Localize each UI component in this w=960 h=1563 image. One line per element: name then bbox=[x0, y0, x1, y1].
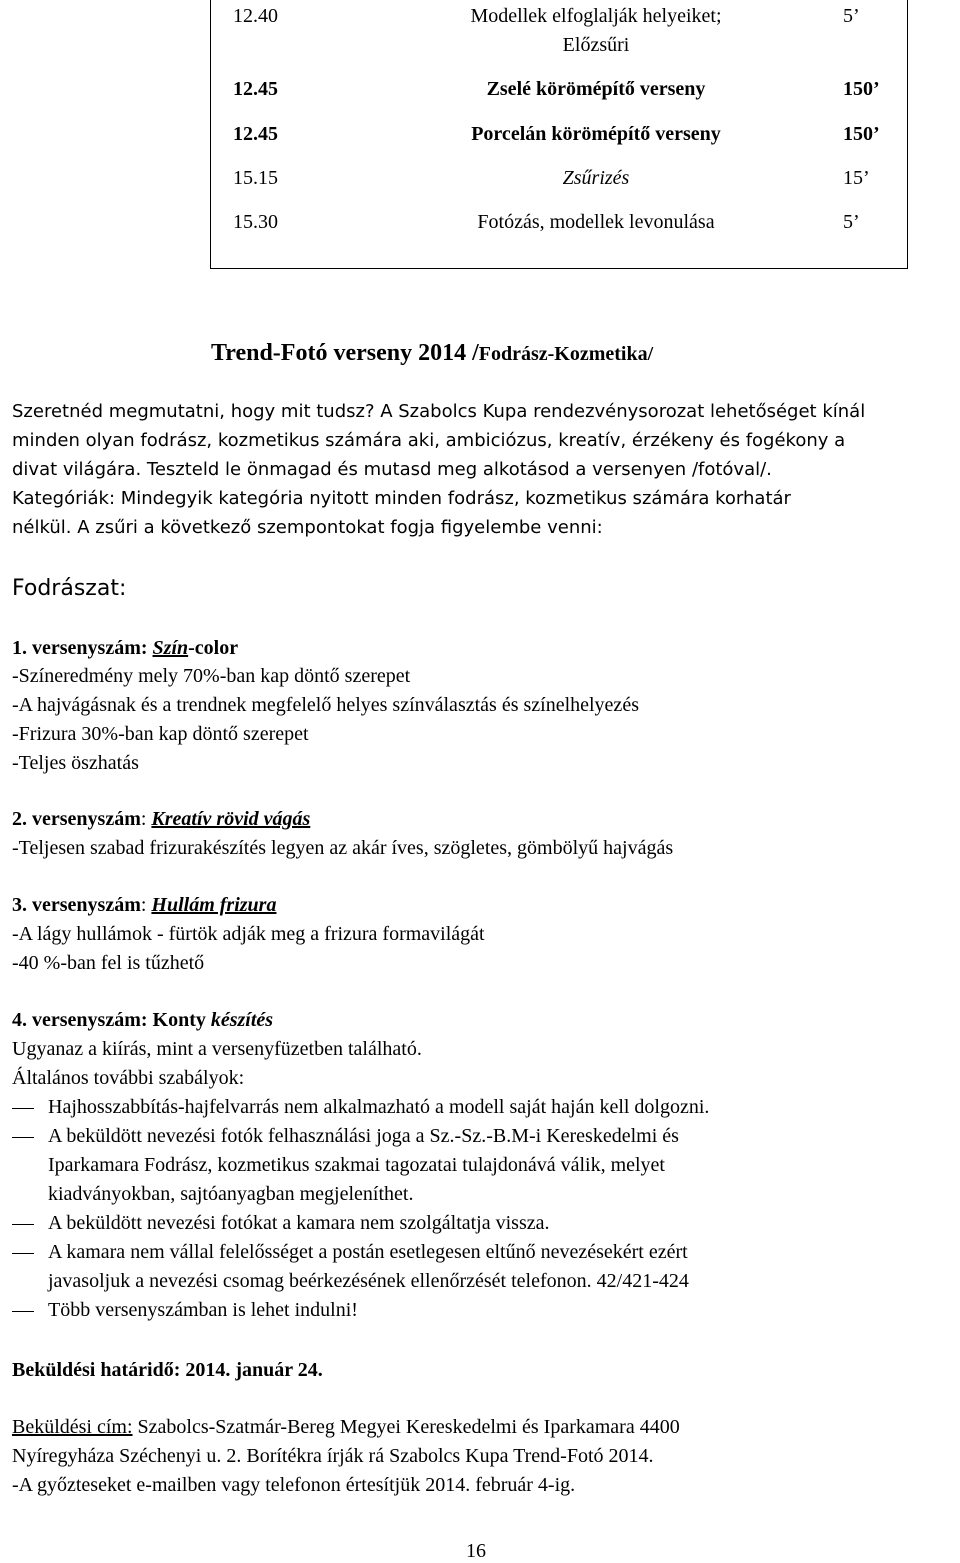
row-event: Modellek elfoglalják helyeiket; bbox=[470, 5, 722, 27]
intro-line: nélkül. A zsűri a következő szempontokat fogja figyelembe venni: bbox=[12, 517, 603, 538]
section-title bbox=[211, 340, 653, 367]
event-line: Ugyanaz a kiírás, mint a versenyfüzetben található. bbox=[12, 1038, 422, 1060]
address-line-3: -A győzteseket e-mailben vagy telefonon értesítjük 2014. február 4-ig. bbox=[12, 1474, 576, 1496]
rule-item: Több versenyszámban is lehet indulni! bbox=[48, 1299, 358, 1321]
event-label: 3. versenyszám bbox=[12, 894, 141, 916]
rule-item: A beküldött nevezési fotókat a kamara nem szolgáltatja vissza. bbox=[48, 1212, 550, 1234]
dash-bullet bbox=[12, 1224, 34, 1225]
intro-line: divat világára. Teszteld le önmagad és mutasd meg alkotásod a versenyen /fotóval/. bbox=[12, 459, 772, 480]
intro-line: Szeretnéd megmutatni, hogy mit tudsz? A Szabolcs Kupa rendezvénysorozat lehetőséget kínál bbox=[12, 401, 866, 422]
dash-bullet bbox=[12, 1253, 34, 1254]
rule-item: Hajhosszabbítás-hajfelvarrás nem alkalmazható a modell saját haján kell dolgozni. bbox=[48, 1096, 710, 1118]
event-label: 2. versenyszám bbox=[12, 808, 141, 830]
title-main: Trend-Fotó verseny 2014 / bbox=[211, 340, 479, 366]
row-time: 12.40 bbox=[233, 5, 278, 27]
event-title bbox=[12, 894, 276, 917]
title-sub: Fodrász-Kozmetika/ bbox=[478, 343, 654, 365]
address-rest: Szabolcs-Szatmár-Bereg Megyei Kereskedelmi és Iparkamara 4400 bbox=[132, 1416, 680, 1438]
row-event: Porcelán körömépítő verseny bbox=[471, 123, 721, 145]
intro-line: minden olyan fodrász, kozmetikus számára aki, ambiciózus, kreatív, érzékeny és fogékony a bbox=[12, 430, 846, 451]
rule-item: A beküldött nevezési fotók felhasználási joga a Sz.-Sz.-B.M-i Kereskedelmi és bbox=[48, 1125, 679, 1147]
rules-heading: Általános további szabályok: bbox=[12, 1067, 245, 1089]
row-event-line2: Előzsűri bbox=[562, 34, 630, 56]
row-time: 12.45 bbox=[233, 78, 278, 100]
event-line: -40 %-ban fel is tűzhető bbox=[12, 952, 205, 974]
schedule-table bbox=[210, 0, 908, 269]
address-line-1 bbox=[12, 1416, 680, 1439]
event-label-colon: : bbox=[140, 808, 152, 830]
address-line-2: Nyíregyháza Széchenyi u. 2. Borítékra írják rá Szabolcs Kupa Trend-Fotó 2014. bbox=[12, 1445, 654, 1467]
row-minutes: 5’ bbox=[843, 5, 860, 27]
event-name: Hullám frizura bbox=[151, 894, 277, 916]
event-title bbox=[12, 637, 238, 660]
event-line: -Teljes öszhatás bbox=[12, 752, 139, 774]
event-name: készítés bbox=[210, 1009, 274, 1031]
row-minutes: 5’ bbox=[843, 211, 860, 233]
event-label-colon: : bbox=[140, 894, 152, 916]
row-time: 12.45 bbox=[233, 123, 278, 145]
dash-bullet bbox=[12, 1137, 34, 1138]
row-time: 15.30 bbox=[233, 211, 278, 233]
row-event: Fotózás, modellek levonulása bbox=[477, 211, 715, 233]
row-minutes: 150’ bbox=[843, 78, 880, 100]
section-heading: Fodrászat: bbox=[12, 576, 127, 601]
deadline: Beküldési határidő: 2014. január 24. bbox=[12, 1359, 323, 1381]
rule-item: kiadványokban, sajtóanyagban megjeleníthet. bbox=[48, 1183, 414, 1205]
rule-item: A kamara nem vállal felelősséget a postán esetlegesen eltűnő nevezésekért ezért bbox=[48, 1241, 688, 1263]
event-line: -Frizura 30%-ban kap döntő szerepet bbox=[12, 723, 309, 745]
event-title bbox=[12, 808, 310, 831]
event-line: -Színeredmény mely 70%-ban kap döntő szerepet bbox=[12, 665, 411, 687]
event-name-rest: -color bbox=[188, 637, 239, 659]
row-time: 15.15 bbox=[233, 167, 278, 189]
event-line: -A hajvágásnak és a trendnek megfelelő helyes színválasztás és színelhelyezés bbox=[12, 694, 639, 716]
event-name: Szín bbox=[152, 637, 189, 659]
row-minutes: 150’ bbox=[843, 123, 880, 145]
address-label: Beküldési cím: bbox=[12, 1416, 133, 1438]
row-event: Zselé körömépítő verseny bbox=[486, 78, 706, 100]
dash-bullet bbox=[12, 1311, 34, 1312]
event-line: -A lágy hullámok - fürtök adják meg a frizura formavilágát bbox=[12, 923, 485, 945]
event-name: Kreatív rövid vágás bbox=[151, 808, 311, 830]
page-number: 16 bbox=[466, 1540, 486, 1562]
rule-item: javasoljuk a nevezési csomag beérkezésének ellenőrzését telefonon. 42/421-424 bbox=[48, 1270, 689, 1292]
event-label: 1. versenyszám: bbox=[12, 637, 153, 659]
event-line: -Teljesen szabad frizurakészítés legyen az akár íves, szögletes, gömbölyű hajvágás bbox=[12, 837, 674, 859]
row-event: Zsűrizés bbox=[562, 167, 630, 189]
event-label: 4. versenyszám: Konty bbox=[12, 1009, 211, 1031]
event-title bbox=[12, 1009, 273, 1032]
intro-line: Kategóriák: Mindegyik kategória nyitott minden fodrász, kozmetikus számára korhatár bbox=[12, 488, 791, 509]
rule-item: Iparkamara Fodrász, kozmetikus szakmai tagozatai tulajdonává válik, melyet bbox=[48, 1154, 665, 1176]
row-minutes: 15’ bbox=[843, 167, 870, 189]
dash-bullet bbox=[12, 1108, 34, 1109]
